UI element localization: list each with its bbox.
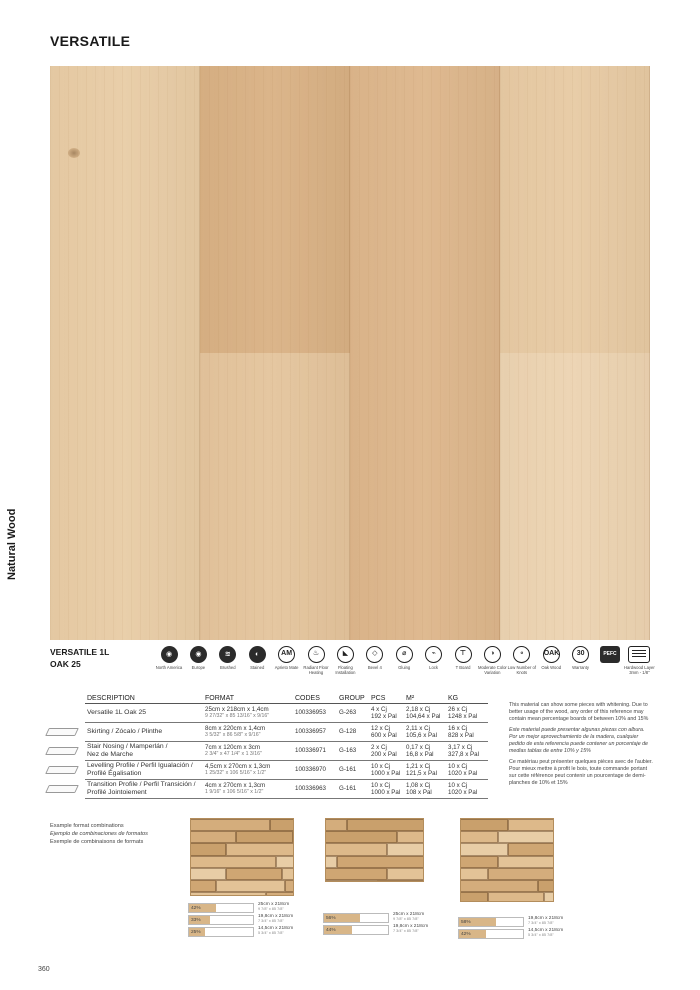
swatch-plank: [325, 843, 387, 855]
brushed-icon: ≋: [219, 646, 236, 663]
pcs-value: 12 x Cj 600 x Pal: [371, 724, 397, 739]
swatch-plank: [460, 843, 508, 855]
m2-value: 0,17 x Cj 16,8 x Pal: [406, 743, 434, 758]
north-america-icon: ◉: [161, 646, 178, 663]
swatch-plank: [347, 819, 424, 831]
cell-description: [85, 722, 203, 741]
oak-wood-icon: OAK: [543, 646, 560, 663]
swatch-plank: [460, 880, 538, 892]
mix-percentage: 44%: [326, 928, 336, 933]
low-number-of-knots-icon: ∘: [513, 646, 530, 663]
format-imperial: 9 27/32" x 85 13/16" x 9/16": [205, 713, 270, 719]
product-name-line1: VERSATILE 1L: [50, 647, 110, 657]
feature-label: Brushed: [219, 665, 236, 670]
floor-plank: [500, 66, 650, 353]
example-label-en: Example format combinations: [50, 823, 124, 829]
mix-format-metric: 19,8cm x 218cm: [258, 914, 294, 919]
header-m2: M²: [404, 693, 446, 703]
description-text: Transition Profile / Perfil Transición / Profilé Jointoiement: [87, 780, 196, 796]
swatch-plank: [325, 831, 397, 843]
pefc-icon: PEFC: [600, 646, 620, 663]
swatch-plank: [216, 880, 285, 892]
example-swatch: [460, 818, 554, 902]
swatch-plank: [460, 856, 498, 868]
product-notes: [509, 702, 654, 791]
cell-pcs: [369, 779, 404, 798]
swatch-plank: [377, 880, 424, 882]
mix-format: [528, 928, 563, 938]
format-metric: 25cm x 218cm x 1,4cm: [205, 706, 269, 713]
feature-label: Low Number of Knots: [507, 665, 536, 675]
example-swatch: [190, 818, 294, 896]
floor-plank: [200, 353, 350, 640]
swatch-plank: [190, 831, 236, 843]
swatch-plank: [397, 831, 424, 843]
mix-format-imperial: 7 3/4" x 85 7/8": [393, 929, 419, 933]
kg-value: 16 x Cj 828 x Pal: [448, 724, 474, 739]
cell-code: [293, 779, 337, 798]
product-name: [50, 646, 109, 670]
mix-proportion-bar: [458, 929, 524, 939]
mix-percentage: 42%: [191, 906, 201, 911]
aprieto-mate-icon: AM: [278, 646, 295, 663]
table-row: [85, 703, 488, 722]
m2-value: 2,11 x Cj 105,6 x Pal: [406, 724, 437, 739]
profile-icon: [45, 766, 79, 774]
cell-pcs: [369, 760, 404, 779]
cell-group: [337, 722, 369, 741]
note-spanish: Este material puede presentar algunas piezas con albura. Por un mejor aprovechamiento de la madera, cualquier pedido de esta referencia puede contener un porcentaje de medias tablas de entre 10% y 15%: [509, 727, 648, 754]
mix-format-imperial: 7 3/4" x 85 7/8": [258, 919, 284, 923]
swatch-plank: [508, 843, 554, 855]
kg-value: 3,17 x Cj 327,8 x Pal: [448, 743, 479, 758]
mix-format-imperial: 5 3/4" x 85 7/8": [258, 931, 284, 935]
cell-group: [337, 779, 369, 798]
cell-group: [337, 760, 369, 779]
gluing-icon: ⌀: [396, 646, 413, 663]
swatch-plank: [190, 856, 276, 868]
moderate-color-variation-icon: ◑: [484, 646, 501, 663]
mix-format-metric: 19,8cm x 218cm: [393, 924, 429, 929]
category-side-label: Natural Wood: [6, 508, 18, 580]
swatch-plank: [190, 892, 266, 896]
code-value: 100336953: [295, 709, 326, 716]
mix-percentage: 42%: [461, 932, 471, 937]
feature-label: Hardwood Layer 3mm - 1/8": [624, 665, 655, 675]
swatch-plank: [544, 892, 554, 902]
cell-format: [203, 703, 293, 722]
cell-kg: [446, 741, 488, 760]
swatch-plank: [270, 819, 294, 831]
mix-format: [258, 902, 289, 912]
example-label-fr: Exemple de combinaisons de formats: [50, 839, 144, 845]
floor-plank: [50, 66, 200, 640]
mix-percentage: 25%: [191, 930, 201, 935]
cell-pcs: [369, 703, 404, 722]
feature-icons: [152, 646, 655, 686]
lock-icon: ⌁: [425, 646, 442, 663]
swatch-plank: [325, 819, 347, 831]
feature-label: Moderate Color Variation: [477, 665, 507, 675]
swatch-plank: [387, 843, 424, 855]
floor-plank: [350, 66, 500, 640]
page-title: VERSATILE: [50, 33, 131, 49]
mix-proportion-bar: [323, 925, 389, 935]
cell-group: [337, 741, 369, 760]
mix-format-imperial: 7 3/4" x 85 7/8": [528, 921, 554, 925]
header-description: DESCRIPTION: [85, 693, 203, 703]
stained-icon: ◐: [249, 646, 266, 663]
profile-icon: [45, 747, 79, 755]
group-value: G-161: [339, 785, 357, 792]
cell-description: [85, 741, 203, 760]
swatch-plank: [266, 892, 294, 896]
feature-label: Oak Wood: [541, 665, 562, 670]
example-swatch: [325, 818, 424, 882]
m2-value: 2,18 x Cj 104,64 x Pal: [406, 705, 441, 720]
format-metric: 4,5cm x 270cm x 1,3cm: [205, 763, 271, 770]
mix-percentage: 33%: [191, 918, 201, 923]
example-combinations-label: [50, 822, 148, 846]
swatch-plank: [276, 856, 294, 868]
mix-format-metric: 25cm x 218cm: [258, 902, 290, 907]
cell-m2: [404, 760, 446, 779]
header-pcs: PCS: [369, 693, 404, 703]
mix-percentage: 56%: [326, 916, 336, 921]
cell-description: [85, 779, 203, 798]
header-kg: KG: [446, 693, 488, 703]
profile-icon: [45, 728, 79, 736]
swatch-plank: [387, 868, 424, 880]
pcs-value: 10 x Cj 1000 x Pal: [371, 762, 401, 777]
swatch-plank: [488, 892, 544, 902]
mix-format-imperial: 9 7/8" x 85 7/8": [393, 917, 419, 921]
cell-group: [337, 703, 369, 722]
cell-m2: [404, 703, 446, 722]
feature-label: North America: [155, 665, 183, 670]
cell-kg: [446, 779, 488, 798]
swatch-plank: [226, 868, 282, 880]
mix-format: [528, 916, 563, 926]
code-value: 100336963: [295, 785, 326, 792]
mix-format: [258, 926, 293, 936]
swatch-plank: [460, 868, 488, 880]
mix-format-metric: 25cm x 218cm: [393, 912, 425, 917]
group-value: G-128: [339, 728, 357, 735]
cell-kg: [446, 722, 488, 741]
feature-label: Stained: [250, 665, 265, 670]
hardwood-layer-icon: [628, 646, 650, 663]
cell-pcs: [369, 722, 404, 741]
swatch-plank: [293, 831, 294, 843]
description-text: Versatile 1L Oak 25: [87, 708, 147, 716]
group-value: G-263: [339, 709, 357, 716]
mix-format-imperial: 9 7/8" x 85 7/8": [258, 907, 284, 911]
mix-format-imperial: 5 3/4" x 85 7/8": [528, 933, 554, 937]
feature-label: Europe: [191, 665, 206, 670]
feature-label: Radiant Floor Heating: [303, 665, 329, 675]
swatch-plank: [337, 856, 424, 868]
cell-m2: [404, 722, 446, 741]
cell-m2: [404, 779, 446, 798]
page-number: 360: [38, 966, 50, 973]
cell-pcs: [369, 741, 404, 760]
feature-label: Warranty: [572, 665, 590, 670]
format-imperial: 3 5/32" x 86 5/8" x 9/16": [205, 732, 261, 738]
group-value: G-163: [339, 747, 357, 754]
mix-format-metric: 19,8cm x 218cm: [528, 916, 564, 921]
format-metric: 7cm x 120cm x 3cm: [205, 744, 261, 751]
swatch-plank: [325, 868, 387, 880]
table-row: [85, 741, 488, 760]
description-text: Stair Nosing / Mamperlán / Nez de Marche: [87, 742, 168, 758]
cell-description: [85, 760, 203, 779]
feature-label: Aprieto Mate: [274, 665, 299, 670]
swatch-plank: [190, 843, 226, 855]
description-text: Skirting / Zócalo / Plinthe: [87, 727, 163, 735]
mix-proportion-bar: [458, 917, 524, 927]
format-metric: 8cm x 220cm x 1,4cm: [205, 725, 266, 732]
mix-format: [258, 914, 293, 924]
floor-plank: [200, 66, 350, 353]
feature-label: Lock: [429, 665, 439, 670]
mix-proportion-bar: [323, 913, 389, 923]
m2-value: 1,21 x Cj 121,5 x Pal: [406, 762, 437, 777]
swatch-plank: [282, 868, 294, 880]
swatch-plank: [190, 868, 226, 880]
oak-floor-photo: [50, 66, 650, 640]
mix-proportion-bar: [188, 903, 254, 913]
cell-description: [85, 703, 203, 722]
warranty-icon: 30: [572, 646, 589, 663]
feature-label: T Board: [455, 665, 471, 670]
group-value: G-161: [339, 766, 357, 773]
cell-kg: [446, 703, 488, 722]
feature-label: Gluing: [398, 665, 411, 670]
table-row: [85, 779, 488, 798]
note-french: Ce matériau peut présenter quelques pièces avec de l'aubier. Pour mieux mettre à profit le bois, toute commande portant sur cette référence peut contenir un pourcentage de demi-planches de 10% et 15%: [509, 759, 653, 786]
example-label-es: Ejemplo de combinaciones de formatos: [50, 831, 148, 837]
bevel-icon: ◇: [366, 646, 383, 663]
kg-value: 26 x Cj 1248 x Pal: [448, 705, 478, 720]
swatch-plank: [460, 892, 488, 902]
header-group: GROUP: [337, 693, 369, 703]
pcs-value: 4 x Cj 192 x Pal: [371, 705, 397, 720]
table-row: [85, 760, 488, 779]
table-row: [85, 722, 488, 741]
format-metric: 4cm x 270cm x 1,3cm: [205, 782, 266, 789]
mix-percentage: 58%: [461, 920, 471, 925]
code-value: 100336957: [295, 728, 326, 735]
europe-icon: ◉: [190, 646, 207, 663]
swatch-plank: [190, 880, 216, 892]
code-value: 100336971: [295, 747, 326, 754]
format-imperial: 1 25/32" x 106 5/16" x 1/2": [205, 770, 267, 776]
mix-proportion-bar: [188, 927, 254, 937]
header-codes: CODES: [293, 693, 337, 703]
m2-value: 1,08 x Cj 108 x Pal: [406, 781, 432, 796]
product-name-line2: OAK 25: [50, 659, 81, 669]
mix-format-metric: 14,5cm x 218cm: [258, 926, 294, 931]
cell-m2: [404, 741, 446, 760]
swatch-plank: [285, 880, 294, 892]
mix-format: [393, 924, 428, 934]
wood-knot: [68, 148, 80, 158]
feature-label: Bevel 4: [367, 665, 382, 670]
t-board-icon: ⊤: [455, 646, 472, 663]
spec-table-header: [85, 693, 488, 703]
kg-value: 10 x Cj 1020 x Pal: [448, 762, 478, 777]
swatch-plank: [498, 856, 554, 868]
pcs-value: 2 x Cj 200 x Pal: [371, 743, 397, 758]
swatch-plank: [226, 843, 294, 855]
format-imperial: 1 9/16" x 106 5/16" x 1/2": [205, 789, 264, 795]
swatch-plank: [325, 856, 337, 868]
mix-format-metric: 14,5cm x 218cm: [528, 928, 564, 933]
swatch-plank: [508, 819, 554, 831]
pcs-value: 10 x Cj 1000 x Pal: [371, 781, 401, 796]
profile-icon: [45, 785, 79, 793]
swatch-plank: [460, 831, 498, 843]
cell-format: [203, 760, 293, 779]
cell-format: [203, 722, 293, 741]
hardwood-layer-feature: [622, 646, 656, 675]
swatch-plank: [538, 880, 554, 892]
swatch-plank: [325, 880, 377, 882]
cell-code: [293, 741, 337, 760]
swatch-plank: [488, 868, 554, 880]
cell-code: [293, 760, 337, 779]
floor-plank: [500, 353, 650, 640]
swatch-plank: [460, 819, 508, 831]
spec-table: [85, 693, 488, 799]
mix-proportion-bar: [188, 915, 254, 925]
cell-format: [203, 741, 293, 760]
floating-installation-icon: ◣: [337, 646, 354, 663]
cell-code: [293, 722, 337, 741]
mix-format: [393, 912, 424, 922]
feature-label: Floating Installation: [335, 665, 356, 675]
cell-format: [203, 779, 293, 798]
cell-kg: [446, 760, 488, 779]
kg-value: 10 x Cj 1020 x Pal: [448, 781, 478, 796]
header-format: FORMAT: [203, 693, 293, 703]
swatch-plank: [190, 819, 270, 831]
swatch-plank: [498, 831, 554, 843]
cell-code: [293, 703, 337, 722]
note-english: This material can show some pieces with whitening. Due to better usage of the wood, any order of this reference may contain mean percentage boards of between 10% and 15%: [509, 702, 649, 722]
code-value: 100336970: [295, 766, 326, 773]
radiant-floor-heating-icon: ♨: [308, 646, 325, 663]
swatch-plank: [236, 831, 293, 843]
format-imperial: 2 3/4" x 47 1/4" x 1 3/16": [205, 751, 262, 757]
description-text: Levelling Profile / Perfil Igualación / Profilé Égalisation: [87, 761, 193, 777]
